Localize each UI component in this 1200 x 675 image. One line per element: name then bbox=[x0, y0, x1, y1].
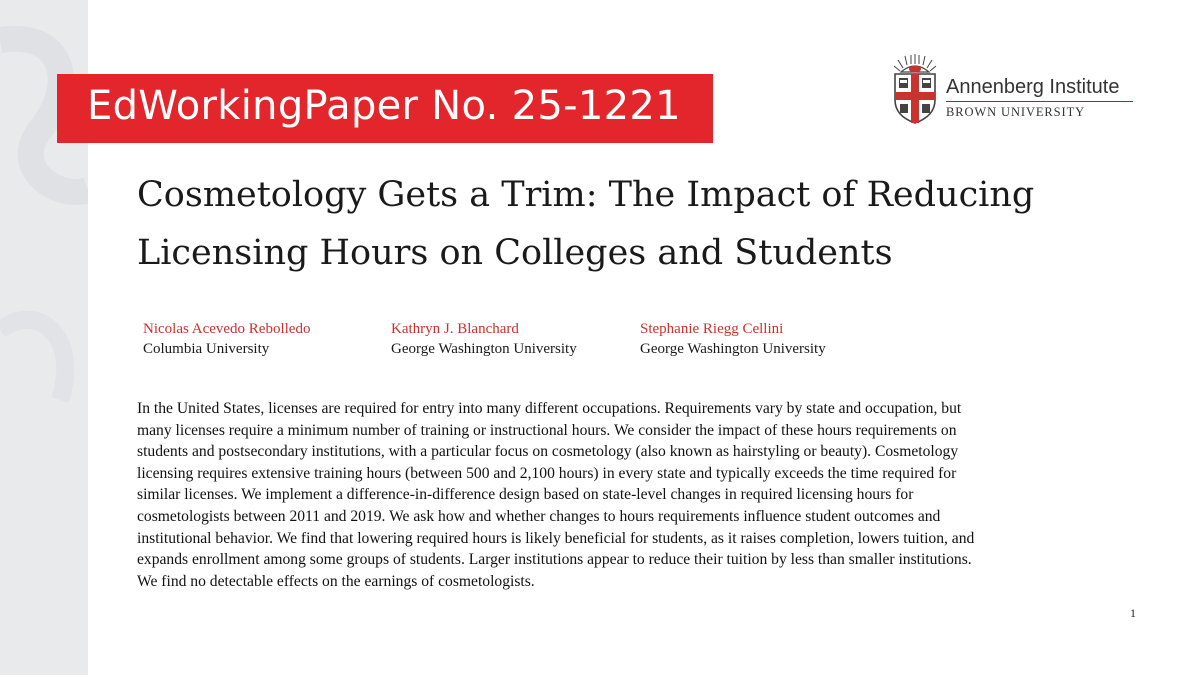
abstract bbox=[137, 398, 1097, 592]
university-name: BROWN UNIVERSITY bbox=[946, 105, 1086, 119]
author-affiliation: George Washington University bbox=[640, 341, 826, 357]
working-paper-banner bbox=[57, 74, 713, 143]
abstract-line: expands enrollment among some groups of students. Larger institutions appear to reduce their tuition by less than smaller institutions. bbox=[137, 551, 972, 569]
working-paper-number: EdWorkingPaper No. 25-1221 bbox=[87, 83, 681, 129]
author-affiliation: Columbia University bbox=[143, 341, 270, 357]
institute-name: Annenberg Institute bbox=[946, 76, 1120, 98]
abstract-line: students and postsecondary institutions, with a particular focus on cosmetology (also known as hairstyling or beauty). Cosmetology bbox=[137, 443, 959, 461]
abstract-line: many licenses require a minimum number of training or instructional hours. We consider the impact of these hours requirements on bbox=[137, 421, 957, 439]
abstract-line: similar licenses. We implement a difference-in-difference design based on state-level changes in required licensing hours for bbox=[137, 486, 914, 504]
annenberg-institute-logo bbox=[892, 54, 1142, 124]
brown-university-shield-icon bbox=[892, 54, 938, 124]
page-number: 1 bbox=[1130, 606, 1136, 620]
abstract-line: licensing requires extensive training hours (between 500 and 2,100 hours) in every state and typically exceeds the time required for bbox=[137, 464, 957, 482]
author-affiliation: George Washington University bbox=[391, 341, 577, 357]
author-name: Kathryn J. Blanchard bbox=[391, 321, 519, 337]
author-name: Nicolas Acevedo Rebolledo bbox=[143, 321, 311, 337]
logo-divider bbox=[946, 101, 1133, 102]
paper-title bbox=[137, 166, 1097, 282]
abstract-line: We find no detectable effects on the earnings of cosmetologists. bbox=[137, 572, 535, 590]
author-block bbox=[143, 319, 310, 359]
title-line: Cosmetology Gets a Trim: The Impact of Reducing bbox=[137, 175, 1035, 215]
abstract-line: cosmetologists between 2011 and 2019. We ask how and whether changes to hours requirements influence student outcomes and bbox=[137, 507, 941, 525]
author-block bbox=[640, 319, 826, 359]
author-block bbox=[391, 319, 577, 359]
abstract-line: In the United States, licenses are required for entry into many different occupations. Requirements vary by state and occupation, but bbox=[137, 400, 962, 417]
author-name: Stephanie Riegg Cellini bbox=[640, 321, 784, 337]
abstract-line: institutional behavior. We find that lowering required hours is likely beneficial for students, as it raises completion, lowers tuition, and bbox=[137, 529, 975, 547]
title-line: Licensing Hours on Colleges and Students bbox=[137, 233, 893, 273]
